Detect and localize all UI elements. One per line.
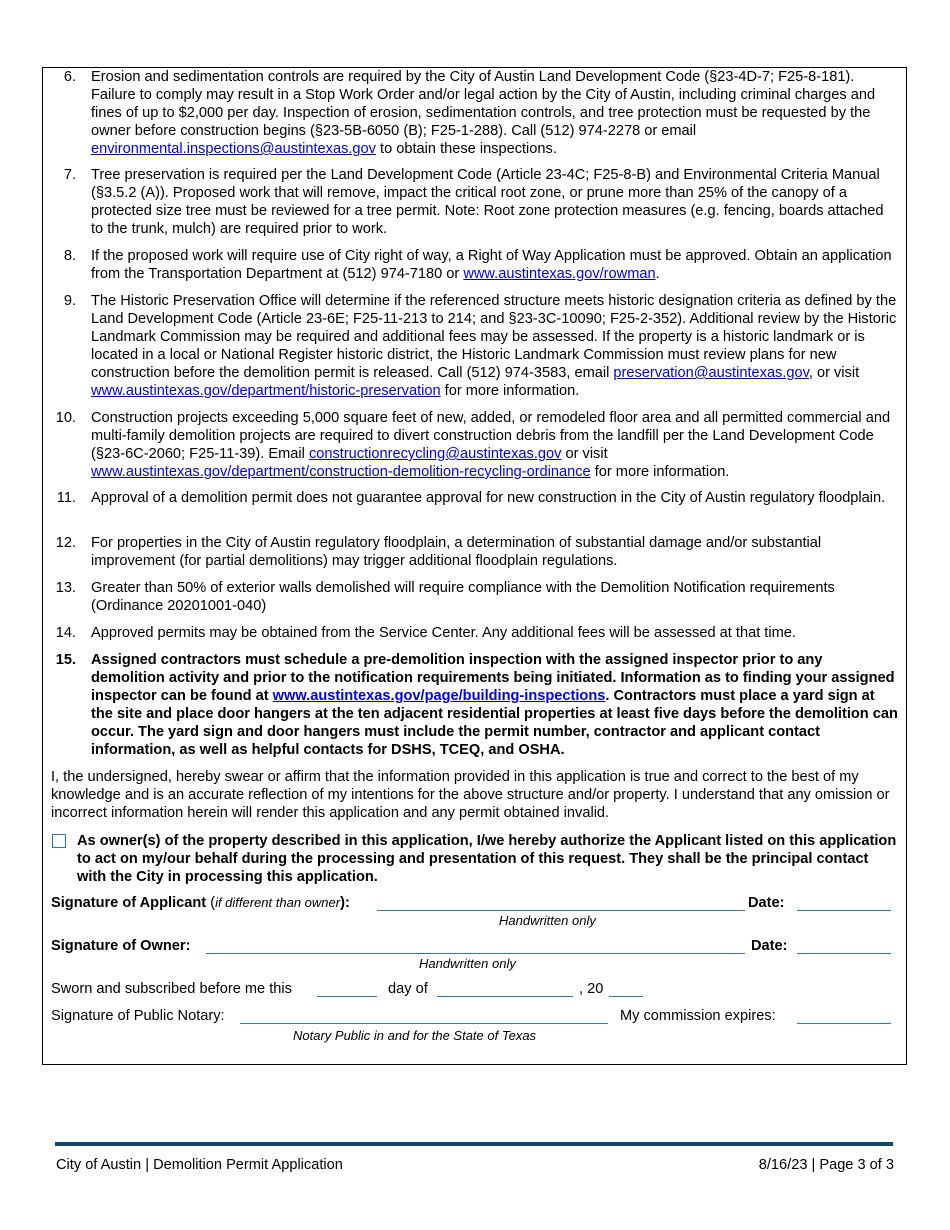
item-text	[91, 409, 898, 481]
form-section-frame	[42, 67, 907, 1065]
item-text-run: Approval of a demolition permit does not guarantee approval for new construction in the City of Austin regulatory floodplain.	[91, 490, 886, 506]
item-link[interactable]: preservation@austintexas.gov	[613, 365, 809, 381]
item-text-run: Tree preservation is required per the Land Development Code (Article 23-4C; F25-8-B) and Environmental Criteria Manual (§3.5.2 (A)). Proposed work that will remove, impact the critical root zone, or prune more than 25% of the canopy of a protected size tree must be reviewed for a tree permit. Note: Root zone protection measures (e.g. fencing, boards attached to the trunk, mulch) are required prior to work.	[91, 167, 884, 237]
commission-expires-field[interactable]	[797, 1023, 891, 1024]
item-text-run: Approved permits may be obtained from the Service Center. Any additional fees will be assessed at that time.	[91, 625, 796, 641]
footer-bar	[55, 1142, 893, 1146]
year-prefix-text: , 20	[579, 981, 604, 997]
item-text	[91, 579, 898, 615]
list-item	[43, 247, 906, 283]
item-number: 10.	[55, 410, 76, 426]
item-text	[91, 624, 898, 642]
applicant-date-label: Date:	[748, 895, 785, 911]
item-text	[91, 68, 898, 158]
sworn-month-field[interactable]	[437, 996, 573, 997]
item-text-run: or visit	[561, 446, 608, 462]
item-number: 12.	[55, 535, 76, 551]
owner-date-field[interactable]	[797, 953, 891, 954]
item-text-run: Assigned contractors must schedule a pre-demolition inspection with the assigned inspector prior to any demolition activity and prior to the notification requirements being initiated. Information as to finding your assigned inspector can be found at	[91, 652, 895, 704]
item-number: 15.	[55, 652, 76, 668]
notary-signature-label: Signature of Public Notary:	[51, 1008, 225, 1024]
owner-signature-field[interactable]	[206, 953, 745, 954]
applicant-qualifier: if different than owner	[215, 895, 341, 910]
owner-authorization-checkbox[interactable]	[52, 834, 66, 848]
item-text	[91, 534, 898, 570]
item-number: 9.	[63, 293, 76, 309]
list-item	[43, 651, 906, 759]
item-text-run: to obtain these inspections.	[375, 141, 557, 157]
item-text-run: for more information.	[590, 464, 730, 480]
list-item	[43, 489, 906, 507]
footer-title: City of Austin | Demolition Permit Application	[56, 1157, 343, 1173]
item-text-run: Erosion and sedimentation controls are required by the City of Austin Land Development Code (§23-4D-7; F25-8-181). Failure to comply may result in a Stop Work Order and/or legal action by the City of Austin, including criminal charges and fines of up to $2,000 per day. Inspection of erosion, sedimentation controls, and tree protection must be requested by the owner before construction begins (§23-5B-6050 (B); F25-1-288). Call (512) 974-2278 or email	[91, 69, 876, 139]
notary-note: Notary Public in and for the State of Texas	[293, 1028, 537, 1043]
item-link[interactable]: www.austintexas.gov/department/historic-preservation	[91, 383, 441, 399]
applicant-signature-label: Signature of Applicant (if different than owner):	[51, 895, 350, 911]
list-item	[43, 534, 906, 570]
item-text	[91, 489, 898, 507]
item-link[interactable]: www.austintexas.gov/page/building-inspections	[272, 688, 606, 704]
item-text	[91, 651, 898, 759]
footer-page-info: 8/16/23 | Page 3 of 3	[758, 1157, 894, 1173]
list-item	[43, 409, 906, 481]
owner-date-label: Date:	[751, 938, 788, 954]
sworn-text: Sworn and subscribed before me this	[51, 981, 292, 997]
owner-handwritten-note: Handwritten only	[419, 956, 516, 971]
list-item	[43, 624, 906, 642]
owner-signature-label: Signature of Owner:	[51, 938, 191, 954]
item-text-run: Construction projects exceeding 5,000 square feet of new, added, or remodeled floor area and all permitted commercial and multi-family demolition projects are required to divert construction debris from the landfill per the Land Development Code (§23-6C-2060; F25-11-39). Email	[91, 410, 891, 462]
item-link[interactable]: environmental.inspections@austintexas.gov	[91, 141, 376, 157]
applicant-date-field[interactable]	[797, 910, 891, 911]
affirmation-paragraph: I, the undersigned, hereby swear or affirm that the information provided in this application is true and correct to the best of my knowledge and is an accurate reflection of my intentions for the above structure and/or property. I understand that any omission or incorrect information herein will render this application and any permit obtained invalid.	[51, 769, 890, 821]
item-number: 14.	[55, 625, 76, 641]
item-link[interactable]: constructionrecycling@austintexas.gov	[308, 446, 562, 462]
owner-authorization-text: As owner(s) of the property described in this application, I/we hereby authorize the Applicant listed on this application to act on my/our behalf during the processing and presentation of this request. They shall be the principal contact with the City in processing this application.	[77, 833, 897, 885]
item-text	[91, 247, 898, 283]
applicant-signature-field[interactable]	[377, 910, 745, 911]
list-item	[43, 68, 906, 158]
applicant-handwritten-note: Handwritten only	[499, 913, 596, 928]
item-text-run: If the proposed work will require use of City right of way, a Right of Way Application must be approved. Obtain an application from the Transportation Department at (512) 974-7180 or	[91, 248, 892, 282]
day-of-text: day of	[388, 981, 428, 997]
list-item	[43, 579, 906, 615]
item-text-run: . Contractors must place a yard sign at the site and place door hangers at the ten adjacent residential properties at least five days before the demolition can occur. The yard sign and door hangers must include the permit number, contractor and applicant contact information, as well as helpful contacts for DSHS, TCEQ, and OSHA.	[91, 688, 898, 758]
list-item	[43, 292, 906, 400]
notary-signature-field[interactable]	[240, 1023, 608, 1024]
sworn-year-field[interactable]	[609, 996, 643, 997]
item-text-run: for more information.	[440, 383, 580, 399]
item-link[interactable]: www.austintexas.gov/rowman	[463, 266, 656, 282]
commission-expires-label: My commission expires:	[620, 1008, 776, 1024]
item-number: 11.	[56, 490, 76, 506]
item-text-run: .	[655, 266, 660, 282]
item-text	[91, 292, 898, 400]
item-link[interactable]: www.austintexas.gov/department/construction-demolition-recycling-ordinance	[91, 464, 591, 480]
item-text-run: , or visit	[808, 365, 860, 381]
item-number: 6.	[63, 69, 76, 85]
item-text-run: Greater than 50% of exterior walls demolished will require compliance with the Demolition Notification requirements (Ordinance 20201001-040)	[91, 580, 835, 614]
item-text	[91, 166, 898, 238]
item-text-run: The Historic Preservation Office will determine if the referenced structure meets historic designation criteria as defined by the Land Development Code (Article 23-6E; F25-11-213 to 214; and §23-3C-10090; F25-2-352). Additional review by the Historic Landmark Commission may be required and additional fees may be assessed. If the property is a historic landmark or is located in a local or National Register historic district, the Historic Landmark Commission must review plans for new construction before the demolition permit is released. Call (512) 974-3583, email	[91, 293, 897, 381]
list-item	[43, 166, 906, 238]
item-text-run: For properties in the City of Austin regulatory floodplain, a determination of substantial damage and/or substantial improvement (for partial demolitions) may trigger additional floodplain regulations.	[91, 535, 822, 569]
item-number: 8.	[63, 248, 76, 264]
item-number: 7.	[63, 167, 76, 183]
item-number: 13.	[55, 580, 76, 596]
sworn-day-field[interactable]	[317, 996, 377, 997]
